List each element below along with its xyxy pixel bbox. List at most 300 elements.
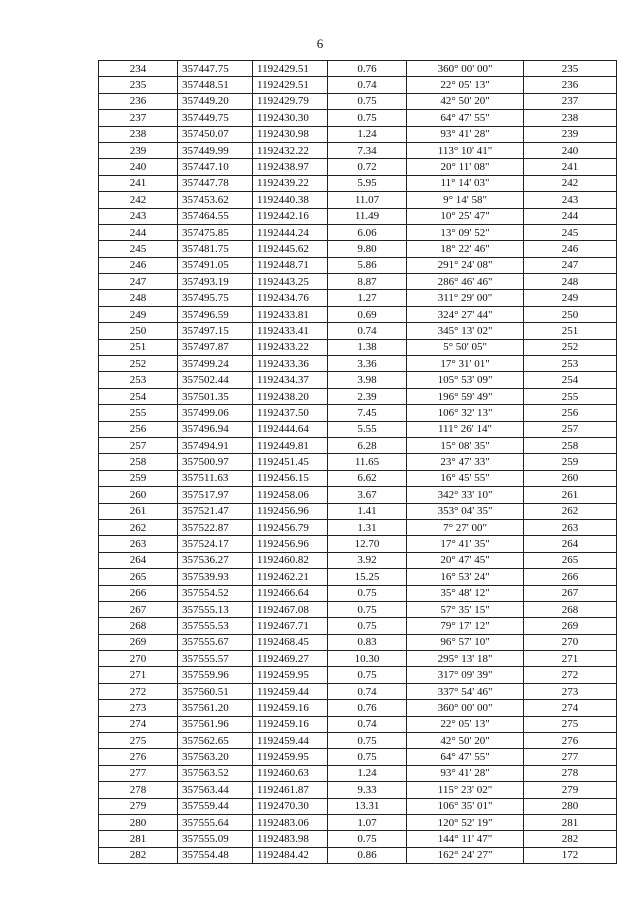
bearing-cell: 20° 11' 08" — [407, 159, 524, 175]
bearing-cell: 22° 05' 13" — [407, 77, 524, 93]
distance-cell: 0.75 — [328, 93, 407, 109]
bearing-cell: 10° 25' 47" — [407, 208, 524, 224]
distance-cell: 0.76 — [328, 700, 407, 716]
next-point-cell: 264 — [524, 536, 617, 552]
point-number-cell: 278 — [99, 782, 178, 798]
table-row — [99, 716, 617, 732]
bearing-cell: 345° 13' 02" — [407, 323, 524, 339]
distance-cell: 11.07 — [328, 192, 407, 208]
bearing-cell: 42° 50' 20" — [407, 733, 524, 749]
distance-cell: 7.34 — [328, 142, 407, 158]
x-coordinate-cell: 357496.94 — [178, 421, 253, 437]
next-point-cell: 254 — [524, 372, 617, 388]
next-point-cell: 280 — [524, 798, 617, 814]
next-point-cell: 277 — [524, 749, 617, 765]
table-row — [99, 388, 617, 404]
distance-cell: 3.92 — [328, 552, 407, 568]
bearing-cell: 317° 09' 39" — [407, 667, 524, 683]
distance-cell: 0.74 — [328, 683, 407, 699]
x-coordinate-cell: 357521.47 — [178, 503, 253, 519]
next-point-cell: 235 — [524, 61, 617, 77]
next-point-cell: 252 — [524, 339, 617, 355]
point-number-cell: 255 — [99, 405, 178, 421]
bearing-cell: 113° 10' 41" — [407, 142, 524, 158]
table-row — [99, 306, 617, 322]
bearing-cell: 144° 11' 47" — [407, 831, 524, 847]
x-coordinate-cell: 357481.75 — [178, 241, 253, 257]
distance-cell: 7.45 — [328, 405, 407, 421]
bearing-cell: 57° 35' 15" — [407, 601, 524, 617]
next-point-cell: 238 — [524, 110, 617, 126]
x-coordinate-cell: 357536.27 — [178, 552, 253, 568]
distance-cell: 0.75 — [328, 667, 407, 683]
y-coordinate-cell: 1192451.45 — [253, 454, 328, 470]
table-row — [99, 733, 617, 749]
point-number-cell: 279 — [99, 798, 178, 814]
table-row — [99, 569, 617, 585]
bearing-cell: 337° 54' 46" — [407, 683, 524, 699]
y-coordinate-cell: 1192444.24 — [253, 224, 328, 240]
distance-cell: 1.27 — [328, 290, 407, 306]
distance-cell: 9.33 — [328, 782, 407, 798]
distance-cell: 15.25 — [328, 569, 407, 585]
y-coordinate-cell: 1192434.76 — [253, 290, 328, 306]
distance-cell: 1.31 — [328, 519, 407, 535]
point-number-cell: 235 — [99, 77, 178, 93]
table-row — [99, 503, 617, 519]
y-coordinate-cell: 1192448.71 — [253, 257, 328, 273]
y-coordinate-cell: 1192459.44 — [253, 733, 328, 749]
x-coordinate-cell: 357497.87 — [178, 339, 253, 355]
table-row — [99, 798, 617, 814]
x-coordinate-cell: 357449.99 — [178, 142, 253, 158]
x-coordinate-cell: 357554.52 — [178, 585, 253, 601]
bearing-cell: 106° 32' 13" — [407, 405, 524, 421]
point-number-cell: 248 — [99, 290, 178, 306]
y-coordinate-cell: 1192442.16 — [253, 208, 328, 224]
y-coordinate-cell: 1192459.44 — [253, 683, 328, 699]
next-point-cell: 256 — [524, 405, 617, 421]
distance-cell: 3.98 — [328, 372, 407, 388]
distance-cell: 2.39 — [328, 388, 407, 404]
x-coordinate-cell: 357555.09 — [178, 831, 253, 847]
point-number-cell: 264 — [99, 552, 178, 568]
y-coordinate-cell: 1192461.87 — [253, 782, 328, 798]
point-number-cell: 273 — [99, 700, 178, 716]
point-number-cell: 237 — [99, 110, 178, 126]
distance-cell: 10.30 — [328, 651, 407, 667]
y-coordinate-cell: 1192430.30 — [253, 110, 328, 126]
distance-cell: 11.65 — [328, 454, 407, 470]
distance-cell: 0.74 — [328, 77, 407, 93]
next-point-cell: 282 — [524, 831, 617, 847]
x-coordinate-cell: 357450.07 — [178, 126, 253, 142]
y-coordinate-cell: 1192469.27 — [253, 651, 328, 667]
point-number-cell: 249 — [99, 306, 178, 322]
y-coordinate-cell: 1192459.95 — [253, 749, 328, 765]
table-row — [99, 814, 617, 830]
bearing-cell: 15° 08' 35" — [407, 437, 524, 453]
x-coordinate-cell: 357563.52 — [178, 765, 253, 781]
distance-cell: 12.70 — [328, 536, 407, 552]
bearing-cell: 311° 29' 00" — [407, 290, 524, 306]
distance-cell: 6.28 — [328, 437, 407, 453]
point-number-cell: 243 — [99, 208, 178, 224]
distance-cell: 0.83 — [328, 634, 407, 650]
bearing-cell: 291° 24' 08" — [407, 257, 524, 273]
point-number-cell: 241 — [99, 175, 178, 191]
next-point-cell: 278 — [524, 765, 617, 781]
y-coordinate-cell: 1192470.30 — [253, 798, 328, 814]
x-coordinate-cell: 357559.44 — [178, 798, 253, 814]
table-row — [99, 126, 617, 142]
next-point-cell: 243 — [524, 192, 617, 208]
y-coordinate-cell: 1192468.45 — [253, 634, 328, 650]
point-number-cell: 238 — [99, 126, 178, 142]
x-coordinate-cell: 357500.97 — [178, 454, 253, 470]
y-coordinate-cell: 1192460.63 — [253, 765, 328, 781]
point-number-cell: 266 — [99, 585, 178, 601]
distance-cell: 5.55 — [328, 421, 407, 437]
y-coordinate-cell: 1192439.22 — [253, 175, 328, 191]
bearing-cell: 105° 53' 09" — [407, 372, 524, 388]
next-point-cell: 267 — [524, 585, 617, 601]
point-number-cell: 252 — [99, 356, 178, 372]
x-coordinate-cell: 357448.51 — [178, 77, 253, 93]
x-coordinate-cell: 357501.35 — [178, 388, 253, 404]
table-row — [99, 142, 617, 158]
next-point-cell: 263 — [524, 519, 617, 535]
distance-cell: 11.49 — [328, 208, 407, 224]
table-row — [99, 667, 617, 683]
x-coordinate-cell: 357539.93 — [178, 569, 253, 585]
point-number-cell: 269 — [99, 634, 178, 650]
y-coordinate-cell: 1192438.20 — [253, 388, 328, 404]
table-row — [99, 175, 617, 191]
next-point-cell: 240 — [524, 142, 617, 158]
bearing-cell: 18° 22' 46" — [407, 241, 524, 257]
point-number-cell: 282 — [99, 847, 178, 863]
next-point-cell: 245 — [524, 224, 617, 240]
x-coordinate-cell: 357555.57 — [178, 651, 253, 667]
next-point-cell: 270 — [524, 634, 617, 650]
y-coordinate-cell: 1192456.79 — [253, 519, 328, 535]
point-number-cell: 281 — [99, 831, 178, 847]
bearing-cell: 64° 47' 55" — [407, 110, 524, 126]
y-coordinate-cell: 1192483.06 — [253, 814, 328, 830]
bearing-cell: 35° 48' 12" — [407, 585, 524, 601]
table-row — [99, 831, 617, 847]
distance-cell: 6.06 — [328, 224, 407, 240]
bearing-cell: 353° 04' 35" — [407, 503, 524, 519]
table-row — [99, 552, 617, 568]
next-point-cell: 236 — [524, 77, 617, 93]
bearing-cell: 196° 59' 49" — [407, 388, 524, 404]
x-coordinate-cell: 357502.44 — [178, 372, 253, 388]
distance-cell: 3.36 — [328, 356, 407, 372]
next-point-cell: 271 — [524, 651, 617, 667]
y-coordinate-cell: 1192458.06 — [253, 487, 328, 503]
x-coordinate-cell: 357475.85 — [178, 224, 253, 240]
y-coordinate-cell: 1192434.37 — [253, 372, 328, 388]
point-number-cell: 251 — [99, 339, 178, 355]
point-number-cell: 274 — [99, 716, 178, 732]
point-number-cell: 276 — [99, 749, 178, 765]
x-coordinate-cell: 357453.62 — [178, 192, 253, 208]
coordinates-table-body — [99, 61, 617, 864]
bearing-cell: 64° 47' 55" — [407, 749, 524, 765]
y-coordinate-cell: 1192445.62 — [253, 241, 328, 257]
point-number-cell: 254 — [99, 388, 178, 404]
table-row — [99, 290, 617, 306]
y-coordinate-cell: 1192483.98 — [253, 831, 328, 847]
y-coordinate-cell: 1192467.71 — [253, 618, 328, 634]
x-coordinate-cell: 357449.20 — [178, 93, 253, 109]
distance-cell: 1.24 — [328, 765, 407, 781]
next-point-cell: 260 — [524, 470, 617, 486]
distance-cell: 1.07 — [328, 814, 407, 830]
y-coordinate-cell: 1192444.64 — [253, 421, 328, 437]
next-point-cell: 246 — [524, 241, 617, 257]
point-number-cell: 277 — [99, 765, 178, 781]
distance-cell: 0.72 — [328, 159, 407, 175]
x-coordinate-cell: 357499.24 — [178, 356, 253, 372]
distance-cell: 0.86 — [328, 847, 407, 863]
point-number-cell: 246 — [99, 257, 178, 273]
bearing-cell: 23° 47' 33" — [407, 454, 524, 470]
next-point-cell: 237 — [524, 93, 617, 109]
table-row — [99, 651, 617, 667]
bearing-cell: 20° 47' 45" — [407, 552, 524, 568]
point-number-cell: 260 — [99, 487, 178, 503]
x-coordinate-cell: 357496.59 — [178, 306, 253, 322]
y-coordinate-cell: 1192459.95 — [253, 667, 328, 683]
table-row — [99, 405, 617, 421]
next-point-cell: 241 — [524, 159, 617, 175]
distance-cell: 0.75 — [328, 601, 407, 617]
bearing-cell: 360° 00' 00" — [407, 61, 524, 77]
y-coordinate-cell: 1192429.51 — [253, 77, 328, 93]
x-coordinate-cell: 357555.53 — [178, 618, 253, 634]
next-point-cell: 281 — [524, 814, 617, 830]
next-point-cell: 272 — [524, 667, 617, 683]
distance-cell: 5.86 — [328, 257, 407, 273]
x-coordinate-cell: 357563.20 — [178, 749, 253, 765]
bearing-cell: 16° 45' 55" — [407, 470, 524, 486]
point-number-cell: 280 — [99, 814, 178, 830]
table-row — [99, 683, 617, 699]
next-point-cell: 257 — [524, 421, 617, 437]
point-number-cell: 261 — [99, 503, 178, 519]
x-coordinate-cell: 357497.15 — [178, 323, 253, 339]
bearing-cell: 96° 57' 10" — [407, 634, 524, 650]
y-coordinate-cell: 1192429.51 — [253, 61, 328, 77]
x-coordinate-cell: 357449.75 — [178, 110, 253, 126]
table-row — [99, 339, 617, 355]
x-coordinate-cell: 357511.63 — [178, 470, 253, 486]
distance-cell: 0.75 — [328, 618, 407, 634]
x-coordinate-cell: 357517.97 — [178, 487, 253, 503]
y-coordinate-cell: 1192484.42 — [253, 847, 328, 863]
table-row — [99, 700, 617, 716]
table-row — [99, 372, 617, 388]
table-row — [99, 519, 617, 535]
bearing-cell: 342° 33' 10" — [407, 487, 524, 503]
table-row — [99, 601, 617, 617]
x-coordinate-cell: 357555.64 — [178, 814, 253, 830]
next-point-cell: 269 — [524, 618, 617, 634]
x-coordinate-cell: 357493.19 — [178, 274, 253, 290]
bearing-cell: 286° 46' 46" — [407, 274, 524, 290]
table-row — [99, 224, 617, 240]
point-number-cell: 250 — [99, 323, 178, 339]
table-row — [99, 241, 617, 257]
point-number-cell: 267 — [99, 601, 178, 617]
table-row — [99, 77, 617, 93]
point-number-cell: 258 — [99, 454, 178, 470]
y-coordinate-cell: 1192456.96 — [253, 503, 328, 519]
distance-cell: 0.74 — [328, 323, 407, 339]
bearing-cell: 324° 27' 44" — [407, 306, 524, 322]
distance-cell: 6.62 — [328, 470, 407, 486]
table-row — [99, 257, 617, 273]
bearing-cell: 93° 41' 28" — [407, 126, 524, 142]
distance-cell: 0.74 — [328, 716, 407, 732]
table-row — [99, 323, 617, 339]
distance-cell: 0.76 — [328, 61, 407, 77]
next-point-cell: 258 — [524, 437, 617, 453]
y-coordinate-cell: 1192459.16 — [253, 700, 328, 716]
bearing-cell: 17° 41' 35" — [407, 536, 524, 552]
table-row — [99, 274, 617, 290]
y-coordinate-cell: 1192438.97 — [253, 159, 328, 175]
point-number-cell: 270 — [99, 651, 178, 667]
y-coordinate-cell: 1192462.21 — [253, 569, 328, 585]
point-number-cell: 234 — [99, 61, 178, 77]
table-row — [99, 110, 617, 126]
coordinates-table — [98, 60, 617, 864]
table-row — [99, 749, 617, 765]
y-coordinate-cell: 1192443.25 — [253, 274, 328, 290]
bearing-cell: 120° 52' 19" — [407, 814, 524, 830]
point-number-cell: 257 — [99, 437, 178, 453]
next-point-cell: 273 — [524, 683, 617, 699]
distance-cell: 0.69 — [328, 306, 407, 322]
next-point-cell: 276 — [524, 733, 617, 749]
distance-cell: 0.75 — [328, 733, 407, 749]
bearing-cell: 106° 35' 01" — [407, 798, 524, 814]
point-number-cell: 265 — [99, 569, 178, 585]
next-point-cell: 250 — [524, 306, 617, 322]
distance-cell: 1.38 — [328, 339, 407, 355]
y-coordinate-cell: 1192456.15 — [253, 470, 328, 486]
bearing-cell: 5° 50' 05" — [407, 339, 524, 355]
y-coordinate-cell: 1192449.81 — [253, 437, 328, 453]
point-number-cell: 240 — [99, 159, 178, 175]
table-row — [99, 159, 617, 175]
table-row — [99, 454, 617, 470]
distance-cell: 5.95 — [328, 175, 407, 191]
bearing-cell: 9° 14' 58" — [407, 192, 524, 208]
table-row — [99, 847, 617, 863]
bearing-cell: 360° 00' 00" — [407, 700, 524, 716]
y-coordinate-cell: 1192467.08 — [253, 601, 328, 617]
table-row — [99, 61, 617, 77]
x-coordinate-cell: 357561.96 — [178, 716, 253, 732]
y-coordinate-cell: 1192459.16 — [253, 716, 328, 732]
next-point-cell: 275 — [524, 716, 617, 732]
distance-cell: 9.80 — [328, 241, 407, 257]
next-point-cell: 172 — [524, 847, 617, 863]
x-coordinate-cell: 357559.96 — [178, 667, 253, 683]
table-row — [99, 421, 617, 437]
table-row — [99, 93, 617, 109]
next-point-cell: 251 — [524, 323, 617, 339]
next-point-cell: 259 — [524, 454, 617, 470]
x-coordinate-cell: 357554.48 — [178, 847, 253, 863]
point-number-cell: 253 — [99, 372, 178, 388]
bearing-cell: 115° 23' 02" — [407, 782, 524, 798]
table-row — [99, 470, 617, 486]
y-coordinate-cell: 1192440.38 — [253, 192, 328, 208]
x-coordinate-cell: 357464.55 — [178, 208, 253, 224]
next-point-cell: 274 — [524, 700, 617, 716]
table-row — [99, 208, 617, 224]
y-coordinate-cell: 1192429.79 — [253, 93, 328, 109]
bearing-cell: 295° 13' 18" — [407, 651, 524, 667]
x-coordinate-cell: 357447.78 — [178, 175, 253, 191]
table-row — [99, 765, 617, 781]
y-coordinate-cell: 1192466.64 — [253, 585, 328, 601]
point-number-cell: 245 — [99, 241, 178, 257]
x-coordinate-cell: 357491.05 — [178, 257, 253, 273]
distance-cell: 8.87 — [328, 274, 407, 290]
bearing-cell: 13° 09' 52" — [407, 224, 524, 240]
next-point-cell: 279 — [524, 782, 617, 798]
distance-cell: 1.24 — [328, 126, 407, 142]
bearing-cell: 11° 14' 03" — [407, 175, 524, 191]
table-row — [99, 634, 617, 650]
next-point-cell: 255 — [524, 388, 617, 404]
y-coordinate-cell: 1192456.96 — [253, 536, 328, 552]
point-number-cell: 247 — [99, 274, 178, 290]
point-number-cell: 236 — [99, 93, 178, 109]
point-number-cell: 256 — [99, 421, 178, 437]
x-coordinate-cell: 357560.51 — [178, 683, 253, 699]
next-point-cell: 249 — [524, 290, 617, 306]
distance-cell: 13.31 — [328, 798, 407, 814]
table-row — [99, 437, 617, 453]
point-number-cell: 275 — [99, 733, 178, 749]
y-coordinate-cell: 1192433.36 — [253, 356, 328, 372]
bearing-cell: 17° 31' 01" — [407, 356, 524, 372]
next-point-cell: 248 — [524, 274, 617, 290]
y-coordinate-cell: 1192432.22 — [253, 142, 328, 158]
table-row — [99, 618, 617, 634]
x-coordinate-cell: 357447.10 — [178, 159, 253, 175]
distance-cell: 0.75 — [328, 831, 407, 847]
bearing-cell: 22° 05' 13" — [407, 716, 524, 732]
x-coordinate-cell: 357562.65 — [178, 733, 253, 749]
y-coordinate-cell: 1192437.50 — [253, 405, 328, 421]
next-point-cell: 265 — [524, 552, 617, 568]
point-number-cell: 268 — [99, 618, 178, 634]
y-coordinate-cell: 1192433.41 — [253, 323, 328, 339]
next-point-cell: 247 — [524, 257, 617, 273]
y-coordinate-cell: 1192433.81 — [253, 306, 328, 322]
distance-cell: 0.75 — [328, 749, 407, 765]
table-row — [99, 192, 617, 208]
